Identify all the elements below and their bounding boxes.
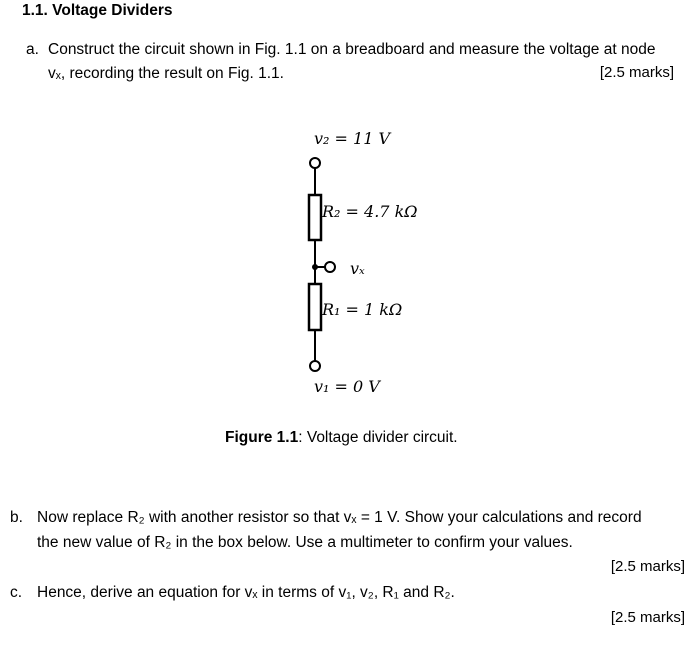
v2-label: v₂ = 11 V xyxy=(314,129,391,148)
figure-caption xyxy=(225,429,458,447)
resistor-r1 xyxy=(309,284,321,330)
section-heading: 1.1. Voltage Dividers xyxy=(22,2,173,19)
question-c-line1: Hence, derive an equation for vₓ in terms of v₁, v₂, R₁ and R₂. xyxy=(37,584,455,601)
top-terminal xyxy=(310,158,320,168)
question-b-line2: the new value of R₂ in the box below. Use a multimeter to confirm your values. xyxy=(37,534,573,551)
question-b-line1: Now replace R₂ with another resistor so that vₓ = 1 V. Show your calculations and record xyxy=(37,509,642,526)
r1-label: R₁ = 1 kΩ xyxy=(322,300,403,319)
question-b-label: b. xyxy=(10,509,23,526)
v1-label: v₁ = 0 V xyxy=(314,377,380,396)
question-a-line2: vₓ, recording the result on Fig. 1.1. xyxy=(48,65,284,82)
question-c-label: c. xyxy=(10,584,23,601)
caption-bold: Figure 1.1 xyxy=(225,429,299,446)
question-a-marks: [2.5 marks] xyxy=(599,64,674,81)
question-a-line1: Construct the circuit shown in Fig. 1.1 on a breadboard and measure the voltage at node xyxy=(48,41,656,58)
vx-label: vₓ xyxy=(350,259,365,278)
caption-rest: : Voltage divider circuit. xyxy=(298,429,458,446)
r2-label: R₂ = 4.7 kΩ xyxy=(322,202,418,221)
question-b-marks: [2.5 marks] xyxy=(610,558,685,575)
bottom-terminal xyxy=(310,361,320,371)
resistor-r2 xyxy=(309,195,321,240)
question-a-label: a. xyxy=(26,41,39,58)
question-c-marks: [2.5 marks] xyxy=(610,609,685,626)
